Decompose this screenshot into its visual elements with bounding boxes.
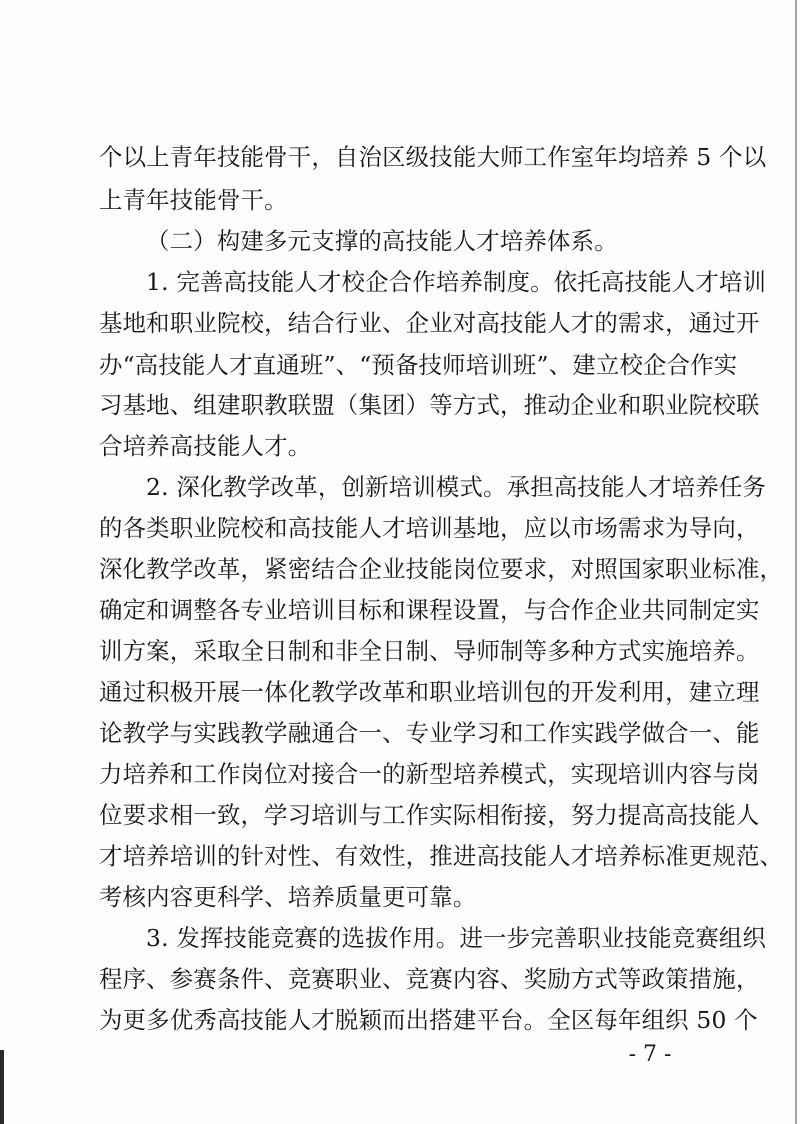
body-line: 位要求相一致，学习培训与工作实际相衔接，努力提高高技能人 [99,801,760,829]
item-heading-line: 2. 深化教学改革，创新培训模式。承担高技能人才培养任务 [146,473,767,501]
body-line: 考核内容更科学、培养质量更可靠。 [99,883,477,911]
body-line: 合培养高技能人才。 [99,432,312,460]
body-line: 个以上青年技能骨干，自治区级技能大师工作室年均培养 5 个以 [99,143,767,171]
body-line: 基地和职业院校，结合行业、企业对高技能人才的需求，通过开 [99,309,760,337]
page-number: - 7 - [628,1042,672,1067]
body-line: 才培养培训的针对性、有效性，推进高技能人才培养标准更规范、 [99,842,784,870]
body-line: 训方案，采取全日制和非全日制、导师制等多种方式实施培养。 [99,637,760,665]
body-line: 确定和调整各专业培训目标和课程设置，与合作企业共同制定实 [99,596,760,624]
body-line: 为更多优秀高技能人才脱颖而出搭建平台。全区每年组织 50 个 [99,1006,758,1034]
body-line: 程序、参赛条件、竞赛职业、竞赛内容、奖励方式等政策措施， [99,965,760,993]
body-line: 习基地、组建职教联盟（集团）等方式，推动企业和职业院校联 [99,391,760,419]
body-line: 论教学与实践教学融通合一、专业学习和工作实践学做合一、能 [99,719,760,747]
body-line: 办“高技能人才直通班”、“预备技师培训班”、建立校企合作实 [99,351,738,379]
body-line: 深化教学改革，紧密结合企业技能岗位要求，对照国家职业标准， [99,555,784,583]
body-line: 上青年技能骨干。 [99,186,288,214]
body-line: 力培养和工作岗位对接合一的新型培养模式，实现培训内容与岗 [99,760,760,788]
scan-edge-right [795,0,797,1124]
section-heading: （二）构建多元支撑的高技能人才培养体系。 [146,227,618,255]
body-line: 通过积极开展一体化教学改革和职业培训包的开发利用，建立理 [99,678,760,706]
item-heading-line: 3. 发挥技能竞赛的选拔作用。进一步完善职业技能竞赛组织 [146,924,767,952]
body-line: 的各类职业院校和高技能人才培训基地，应以市场需求为导向， [99,514,760,542]
scan-edge-left [0,1050,4,1124]
item-heading-line: 1. 完善高技能人才校企合作培养制度。依托高技能人才培训 [146,268,767,296]
